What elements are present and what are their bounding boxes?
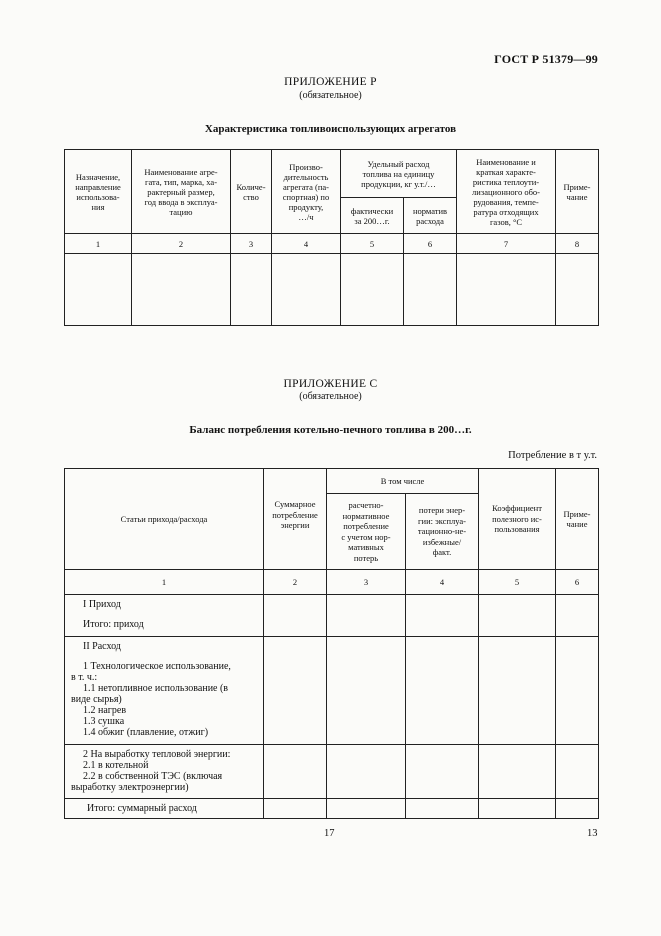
own-tpp-item-cont: выработку электроэнергии) [71,782,189,793]
non-fuel-use-item-cont: виде сырья) [71,694,122,705]
header-line: спортная) по [282,191,330,202]
header-line: Наименование агре- [144,166,218,177]
header-line: Коэффициент [492,503,542,514]
tech-use-item: 1 Технологическое использование, [83,661,231,672]
header-line: ратура отходящих [473,206,539,217]
header-line: Количе- [236,181,266,192]
boiler-item: 2.1 в котельной [83,760,149,771]
col-note-header [556,150,599,234]
col-note-header [556,469,599,570]
header-line: мативных [348,542,384,552]
header-line: газов, °С [489,216,523,227]
header-line: фактически [350,205,394,216]
col-heat-recovery-header [457,150,556,234]
header-line: Приме- [563,508,591,519]
tech-use-item-cont: в т. ч.: [71,672,98,683]
header-line: Статьи прихода/расхода [120,513,208,524]
header-line: дительность [283,171,329,182]
col-including-header [327,469,479,494]
header-line: В том числе [380,475,425,486]
header-line: гии: эксплуа- [418,515,466,526]
col-number: 3 [231,234,272,254]
col-number: 3 [327,570,406,595]
header-line: тацию [169,206,193,217]
header-line: потери энер- [418,505,466,516]
income-title: I Приход [83,599,121,610]
header-line: продукции, кг у.т./… [361,178,436,189]
col-number: 2 [264,570,327,595]
header-line: Назначение, [75,171,121,182]
header-line: за 200…г. [354,215,390,226]
header-line: избежные/ [422,536,462,547]
col-items-header [65,469,264,570]
col-quantity-header [231,150,272,234]
page-number-right: 13 [587,828,598,839]
income-row [65,595,599,637]
appendix-c-caption: Баланс потребления котельно-печного топлива в 200…г. [189,424,472,436]
heating-item: 1.2 нагрев [83,705,127,716]
empty-data-row [65,254,599,326]
col-losses-header [406,494,479,570]
col-number: 7 [457,234,556,254]
header-line: энергии [280,520,310,530]
unit-note: Потребление в т у.т. [508,450,597,461]
column-numbers-row [65,234,599,254]
header-line: направление [75,181,121,192]
col-number: 4 [406,570,479,595]
non-fuel-use-item: 1.1 нетопливное использование (в [83,683,229,694]
col-number: 6 [556,570,599,595]
header-line: потребление [272,509,318,520]
header-line: ния [91,201,105,212]
fuel-balance-table [64,468,599,819]
header-line: лизационного обо- [472,186,540,197]
appendix-p-status: (обязательное) [299,90,362,101]
header-line: ство [243,191,259,202]
header-line: пользования [494,524,540,535]
col-number: 6 [404,234,457,254]
col-purpose-header [65,150,132,234]
col-total-consumption-header [264,469,327,570]
income-total: Итого: приход [83,619,144,630]
standard-number: ГОСТ Р 51379—99 [494,52,598,66]
header-line: Приме- [563,181,591,192]
col-actual-header [341,198,404,234]
header-line: тационно-не- [417,526,467,537]
col-number: 1 [65,570,264,595]
header-line: полезного ис- [492,513,542,524]
col-number: 4 [272,234,341,254]
header-line: норматив [412,205,448,216]
header-line: гата, тип, марка, ха- [144,176,218,187]
firing-item: 1.4 обжиг (плавление, отжиг) [83,727,209,738]
col-number: 5 [341,234,404,254]
col-normative-header [327,494,406,570]
header-line: год ввода в эксплуа- [144,196,218,207]
header-line: агрегата (па- [282,181,330,192]
header-line: Суммарное [274,499,316,509]
total-expense-label: Итого: суммарный расход [65,799,264,819]
header-line: чание [566,191,588,202]
col-unit-name-header [132,150,231,234]
column-numbers-row [65,570,599,595]
expense-title: II Расход [83,641,121,652]
col-number: 8 [556,234,599,254]
header-line: Произво- [289,161,323,172]
fuel-units-table [64,149,599,326]
header-line: чание [566,519,588,529]
appendix-p-caption: Характеристика топливоиспользующих агрегатов [204,123,457,135]
col-productivity-header [272,150,341,234]
col-number: 2 [132,234,231,254]
header-line: использова- [76,191,120,202]
col-norm-header [404,198,457,234]
header-line: …/ч [298,211,314,222]
heat-generation-row [65,745,599,799]
col-number: 5 [479,570,556,595]
header-line: рактерный размер, [147,186,215,197]
header-line: факт. [432,547,452,558]
heat-generation-item: 2 На выработку тепловой энергии: [83,749,231,760]
header-line: Удельный расход [367,158,430,169]
header-line: ристика теплоути- [472,176,540,187]
total-row [65,799,599,819]
own-tpp-item: 2.2 в собственной ТЭС (включая [83,771,223,782]
col-number: 1 [65,234,132,254]
header-line: топлива на единицу [362,168,435,179]
header-line: с учетом нор- [341,531,391,542]
header-line: потерь [353,552,379,563]
header-line: рудования, темпе- [473,196,539,207]
header-line: продукту, [288,201,324,212]
col-specific-consumption-header [341,150,457,198]
appendix-c-status: (обязательное) [299,391,362,402]
appendix-p-title: ПРИЛОЖЕНИЕ Р [284,76,377,88]
header-line: потребление [343,521,389,531]
header-line: нормативное [342,510,390,521]
header-line: расхода [416,215,444,226]
drying-item: 1.3 сушка [83,716,125,727]
header-line: краткая характе- [476,166,536,177]
expense-row [65,637,599,745]
header-line: Наименование и [476,156,536,167]
page-number-center: 17 [324,828,335,839]
appendix-c-title: ПРИЛОЖЕНИЕ С [283,378,378,390]
col-efficiency-header [479,469,556,570]
header-line: расчетно- [348,500,384,510]
